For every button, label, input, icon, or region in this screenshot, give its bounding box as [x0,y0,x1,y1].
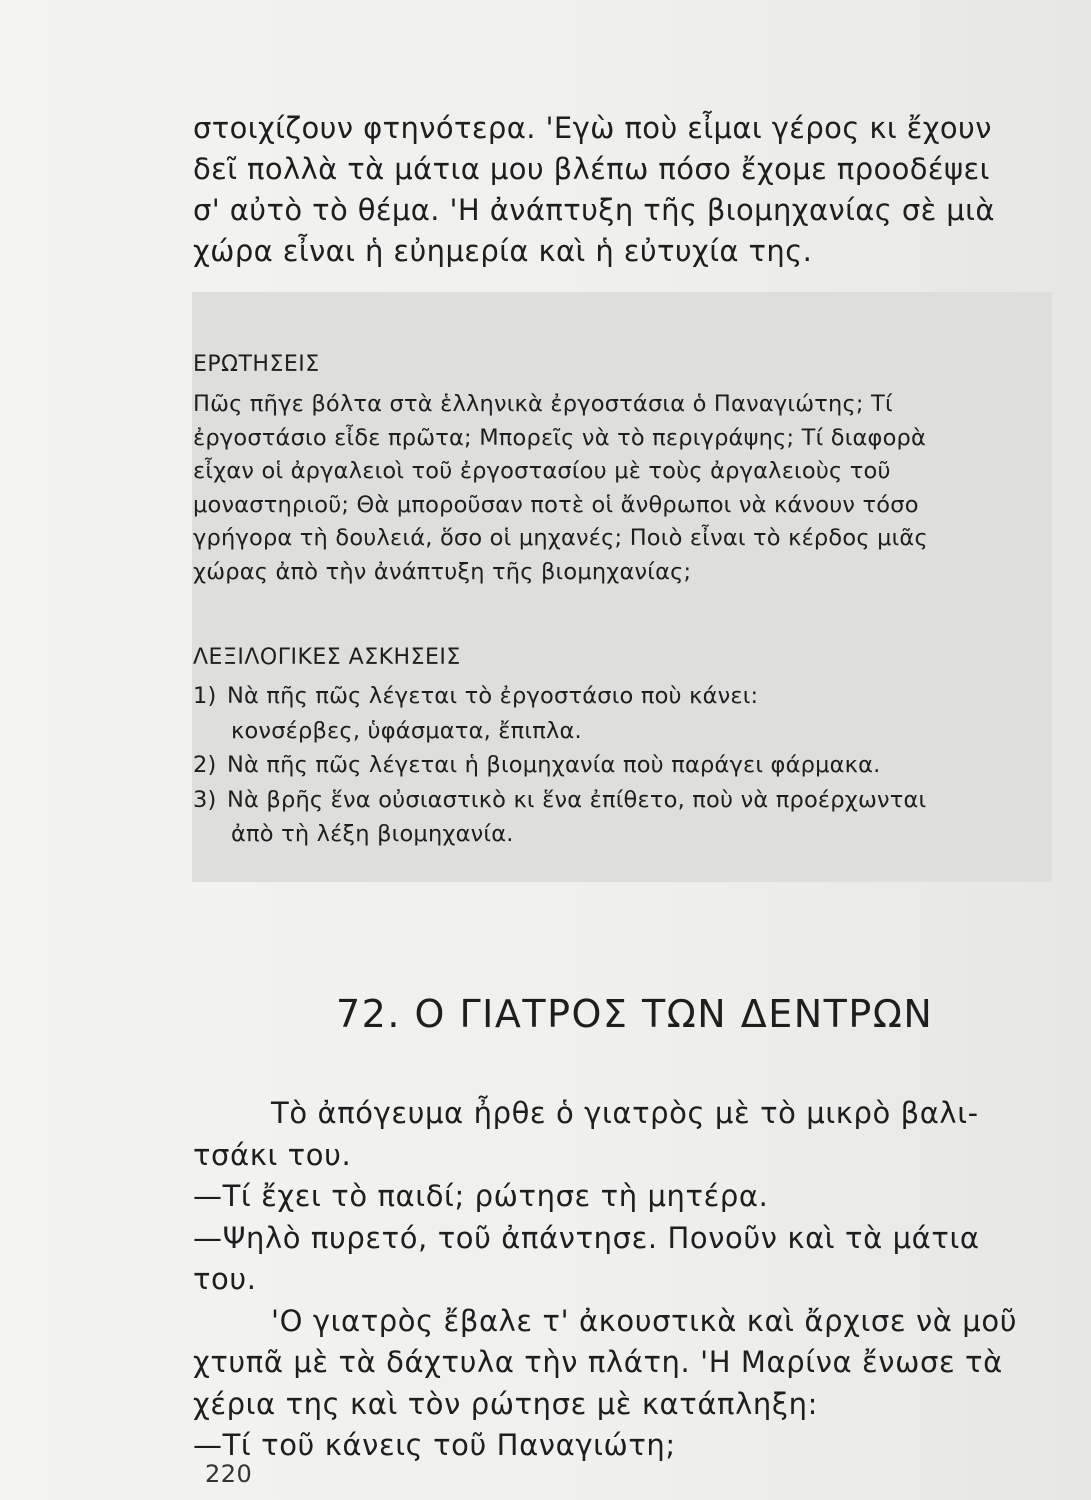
exercise-number: 1) [193,683,217,709]
question-line: εἶχαν οἱ ἀργαλειοὶ τοῦ ἐργοστασίου μὲ τοὺς ἀργαλειοὺς τοῦ [193,458,891,484]
story-line: χέρια της καὶ τὸν ρώτησε μὲ κατάπληξη: [193,1386,818,1421]
exercise-continuation: ἀπὸ τὴ λέξη βιομηχανία. [231,821,514,847]
text-line: στοιχίζουν φτηνότερα. 'Εγὼ ποὺ εἶμαι γέρος κι ἔχουν [193,111,992,145]
question-line: Πῶς πῆγε βόλτα στὰ ἑλληνικὰ ἐργοστάσια ὁ Παναγιώτης; Τί [193,391,893,417]
exercises-heading: ΛΕΞΙΛΟΓΙΚΕΣ ΑΣΚΗΣΕΙΣ [193,645,461,670]
exercise-item [193,748,1053,783]
intro-paragraph [193,108,1053,272]
story-line: 'Ο γιατρὸς ἔβαλε τ' ἀκουστικὰ καὶ ἄρχισε νὰ μοῦ [271,1303,1018,1338]
story-line: τσάκι του. [193,1137,352,1172]
story-line: χτυπᾶ μὲ τὰ δάχτυλα τὴν πλάτη. 'Η Μαρίνα ἔνωσε τὰ [193,1345,1003,1379]
story-line: —Τί ἔχει τὸ παιδί; ρώτησε τὴ μητέρα. [193,1179,769,1213]
exercise-text: Νὰ πῆς πῶς λέγεται ἡ βιομηχανία ποὺ παράγει φάρμακα. [227,752,881,778]
exercise-continuation: κονσέρβες, ὑφάσματα, ἔπιπλα. [231,717,582,744]
exercise-number: 3) [193,786,217,813]
question-line: ἐργοστάσιο εἶδε πρῶτα; Μπορεῖς νὰ τὸ περιγράψης; Τί διαφορὰ [193,424,927,451]
questions-heading: ΕΡΩΤΗΣΕΙΣ [193,352,320,377]
question-line: γρήγορα τὴ δουλειά, ὅσο οἱ μηχανές; Ποιὸ εἶναι τὸ κέρδος μιᾶς [193,525,928,551]
story-line: του. [193,1262,257,1296]
chapter-title: 72. Ο ΓΙΑΤΡΟΣ ΤΩΝ ΔΕΝΤΡΩΝ [336,992,934,1036]
question-line: μοναστηριοῦ; Θὰ μποροῦσαν ποτὲ οἱ ἄνθρωποι νὰ κάνουν τόσο [193,491,919,518]
exercise-text: Νὰ βρῆς ἕνα οὐσιαστικὸ κι ἕνα ἐπίθετο, ποὺ νὰ προέρχωνται [227,786,927,813]
text-line: χώρα εἶναι ἡ εὐημερία καὶ ἡ εὐτυχία της. [193,234,813,268]
exercises-section [193,643,1053,852]
questions-section [193,350,1053,589]
question-line: χώρας ἀπὸ τὴν ἀνάπτυξη τῆς βιομηχανίας; [193,558,692,585]
exercise-item [193,783,1053,818]
exercise-item [193,679,1053,714]
text-line: δεῖ πολλὰ τὰ μάτια μου βλέπω πόσο ἔχομε προοδέψει [193,152,990,186]
story-line: —Τί τοῦ κάνεις τοῦ Παναγιώτη; [193,1428,676,1462]
exercise-number: 2) [193,752,217,778]
exercise-text: Νὰ πῆς πῶς λέγεται τὸ ἐργοστάσιο ποὺ κάνει: [227,683,759,709]
page-number: 220 [205,1460,253,1488]
chapter-text [193,1093,1053,1467]
story-line: —Ψηλὸ πυρετό, τοῦ ἀπάντησε. Πονοῦν καὶ τὰ μάτια [193,1220,980,1255]
text-line: σ' αὐτὸ τὸ θέμα. 'Η ἀνάπτυξη τῆς βιομηχανίας σὲ μιὰ [193,193,995,227]
story-line: Τὸ ἀπόγευμα ἦρθε ὁ γιατρὸς μὲ τὸ μικρὸ βαλι- [271,1096,979,1130]
